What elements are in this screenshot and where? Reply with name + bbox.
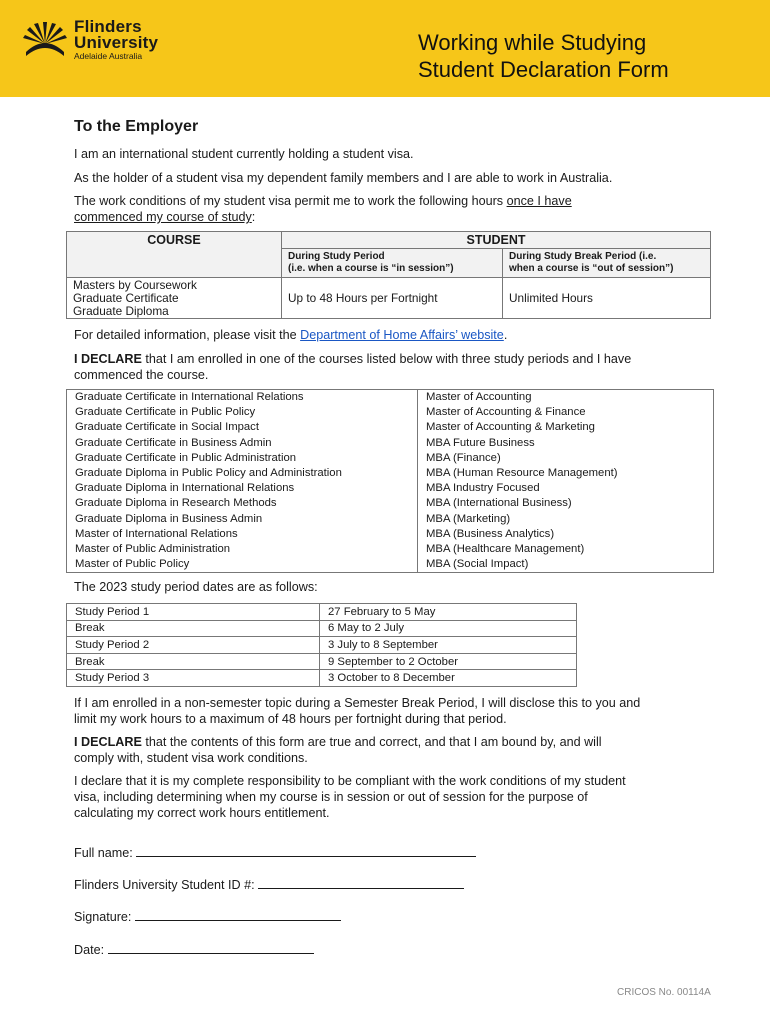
table-row (67, 637, 577, 654)
break-hours-cell: Unlimited Hours (503, 278, 711, 319)
list-item: MBA (Finance) (426, 451, 501, 464)
university-logo (22, 18, 172, 64)
intro-paragraph-1: I am an international student currently holding a student visa. (74, 147, 414, 161)
period-cell: Study Period 3 (67, 670, 320, 687)
break-period-header-l2: when a course is “out of session”) (509, 263, 674, 274)
declare2-text-l1: that the contents of this form are true and correct, and that I am bound by, and will (141, 735, 602, 749)
info-suffix: . (503, 328, 508, 342)
list-item: MBA (Social Impact) (426, 558, 529, 571)
declare-label: I DECLARE (74, 352, 142, 366)
course-type: Graduate Diploma (73, 303, 169, 318)
intro-p3-text: The work conditions of my student visa permit me to work the following hours (74, 194, 507, 208)
course-header: COURSE (67, 232, 282, 278)
period-cell: Study Period 1 (67, 604, 320, 621)
dates-cell: 9 September to 2 October (320, 653, 577, 670)
course-types-cell (67, 278, 282, 319)
course-type: Masters by Coursework (73, 277, 197, 292)
responsibility-paragraph (74, 773, 626, 821)
list-item: Graduate Certificate in Business Admin (75, 436, 272, 449)
dates-cell: 3 October to 8 December (320, 670, 577, 687)
break-period-header (503, 249, 711, 278)
work-hours-table (66, 231, 711, 319)
student-id-field (74, 876, 464, 893)
list-item: Master of International Relations (75, 527, 238, 540)
sunburst-logo-icon (22, 20, 68, 60)
study-dates-table (66, 603, 577, 687)
list-item: Graduate Certificate in Public Policy (75, 406, 256, 419)
signature-label: Signature: (74, 910, 132, 924)
dates-cell: 3 July to 8 September (320, 637, 577, 654)
date-line[interactable] (108, 941, 314, 954)
period-cell: Study Period 2 (67, 637, 320, 654)
list-item: MBA (Business Analytics) (426, 527, 555, 540)
list-item: Master of Public Administration (75, 543, 231, 556)
form-title (418, 29, 669, 83)
list-item: Graduate Diploma in International Relations (75, 482, 295, 495)
home-affairs-link[interactable]: Department of Home Affairs’ website (300, 328, 504, 342)
declaration-enrolment (74, 351, 631, 383)
list-item: Master of Accounting & Finance (426, 406, 586, 419)
responsibility-l2: visa, including determining when my course is in session or out of session for the purpose of (74, 790, 588, 804)
study-period-header-l2: (i.e. when a course is “in session”) (288, 263, 454, 274)
full-name-field (74, 844, 476, 861)
non-semester-l1: If I am enrolled in a non-semester topic during a Semester Break Period, I will disclose this to you and (74, 696, 641, 710)
intro-p3-colon: : (251, 210, 256, 224)
table-row (67, 653, 577, 670)
study-period-header-l1: During Study Period (288, 251, 385, 262)
full-name-label: Full name: (74, 846, 133, 860)
signature-field (74, 908, 341, 925)
list-item: Graduate Certificate in Public Administration (75, 451, 297, 464)
dates-cell: 27 February to 5 May (320, 604, 577, 621)
list-item: MBA (Healthcare Management) (426, 543, 585, 556)
responsibility-l3: calculating my correct work hours entitlement. (74, 806, 330, 820)
list-item: Graduate Certificate in International Relations (75, 391, 304, 403)
list-item: Graduate Diploma in Public Policy and Administration (75, 467, 342, 480)
list-item: Master of Accounting & Marketing (426, 421, 595, 434)
declaration-truth (74, 734, 602, 766)
section-heading: To the Employer (74, 118, 199, 135)
date-label: Date: (74, 943, 105, 957)
break-period-header-l1: During Study Break Period (i.e. (509, 251, 657, 262)
declare2-text-l2: comply with, student visa work conditions. (74, 751, 308, 765)
logo-text-location: Adelaide Australia (74, 51, 143, 61)
non-semester-l2: limit my work hours to a maximum of 48 hours per fortnight during that period. (74, 712, 507, 726)
study-period-header (282, 249, 503, 278)
course-list-right (418, 390, 714, 573)
declare-label: I DECLARE (74, 735, 142, 749)
list-item: MBA (Marketing) (426, 512, 511, 525)
student-id-label: Flinders University Student ID #: (74, 878, 255, 892)
header-banner (0, 0, 770, 97)
study-hours-cell: Up to 48 Hours per Fortnight (282, 278, 503, 319)
dates-intro: The 2023 study period dates are as follows: (74, 580, 318, 594)
course-type: Graduate Certificate (73, 290, 179, 305)
dates-cell: 6 May to 2 July (320, 620, 577, 637)
period-cell: Break (67, 653, 320, 670)
date-field (74, 941, 314, 958)
table-row (67, 620, 577, 637)
logo-text-flinders: Flinders (74, 17, 142, 36)
intro-paragraph-3 (74, 193, 572, 225)
form-title-line2: Student Declaration Form (418, 57, 669, 82)
intro-p3-underline-2: commenced my course of study (74, 210, 252, 224)
list-item: Master of Accounting (426, 391, 532, 403)
list-item: MBA (International Business) (426, 497, 572, 510)
period-cell: Break (67, 620, 320, 637)
course-list-table (66, 389, 714, 573)
list-item: MBA (Human Resource Management) (426, 467, 618, 480)
signature-line[interactable] (135, 908, 341, 921)
list-item: Graduate Diploma in Business Admin (75, 512, 263, 525)
list-item: Graduate Certificate in Social Impact (75, 421, 259, 434)
student-id-line[interactable] (258, 876, 464, 889)
course-list-left (67, 390, 418, 573)
table-row (67, 670, 577, 687)
table-row (67, 604, 577, 621)
intro-paragraph-2: As the holder of a student visa my dependent family members and I are able to work in Australia. (74, 171, 613, 185)
info-paragraph (74, 327, 507, 343)
non-semester-paragraph (74, 695, 640, 727)
list-item: Master of Public Policy (75, 558, 190, 571)
intro-p3-underline-1: once I have (506, 194, 572, 208)
student-header: STUDENT (282, 232, 711, 249)
form-title-line1: Working while Studying (418, 30, 647, 55)
declare-text-l2: commenced the course. (74, 368, 209, 382)
list-item: MBA Industry Focused (426, 482, 540, 495)
list-item: MBA Future Business (426, 436, 535, 449)
responsibility-l1: I declare that it is my complete responsibility to be compliant with the work conditions of my student (74, 774, 626, 788)
logo-text-university: University (74, 33, 159, 52)
list-item: Graduate Diploma in Research Methods (75, 497, 277, 510)
info-prefix: For detailed information, please visit the (74, 328, 301, 342)
declare-text-l1: that I am enrolled in one of the courses listed below with three study periods and I have (141, 352, 632, 366)
full-name-line[interactable] (136, 844, 476, 857)
cricos-footer: CRICOS No. 00114A (617, 987, 711, 998)
